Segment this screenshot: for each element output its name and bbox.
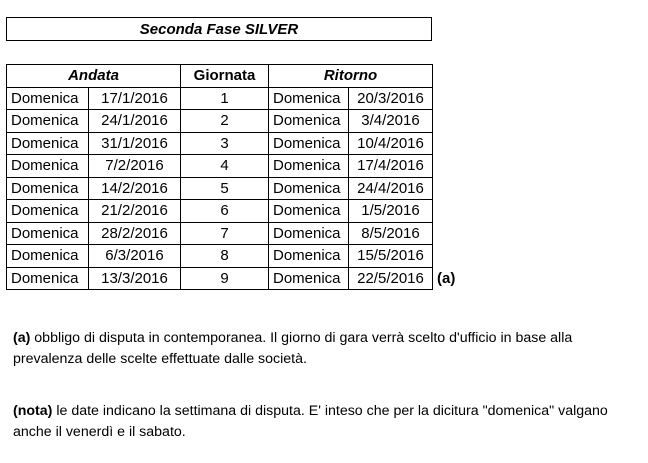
- ritorno-date-cell: 24/4/2016: [349, 177, 433, 200]
- ritorno-date-cell: 1/5/2016: [349, 200, 433, 223]
- andata-date-cell: 31/1/2016: [89, 132, 181, 155]
- andata-date-cell: 7/2/2016: [89, 155, 181, 178]
- row-note-cell: [433, 200, 460, 223]
- giornata-number-cell: 8: [181, 245, 269, 268]
- ritorno-day-cell: Domenica: [269, 155, 349, 178]
- note-a: [13, 328, 633, 370]
- row-note-cell: [433, 177, 460, 200]
- andata-date-cell: 21/2/2016: [89, 200, 181, 223]
- row-note-cell: [433, 245, 460, 268]
- row-note-cell: [433, 110, 460, 133]
- ritorno-date-cell: 8/5/2016: [349, 222, 433, 245]
- note-nota-tag: (nota): [13, 403, 53, 419]
- andata-day-cell: Domenica: [7, 267, 89, 290]
- header-andata: Andata: [7, 65, 181, 88]
- table-row: [7, 132, 460, 155]
- andata-day-cell: Domenica: [7, 155, 89, 178]
- ritorno-date-cell: 17/4/2016: [349, 155, 433, 178]
- header-giornata: Giornata: [181, 65, 269, 88]
- table-row: [7, 222, 460, 245]
- ritorno-day-cell: Domenica: [269, 267, 349, 290]
- ritorno-day-cell: Domenica: [269, 245, 349, 268]
- table-row: [7, 110, 460, 133]
- table-header-row: [7, 65, 460, 88]
- giornata-number-cell: 3: [181, 132, 269, 155]
- ritorno-day-cell: Domenica: [269, 200, 349, 223]
- page-title: Seconda Fase SILVER: [6, 17, 432, 41]
- giornata-number-cell: 9: [181, 267, 269, 290]
- row-note-cell: [433, 155, 460, 178]
- giornata-number-cell: 2: [181, 110, 269, 133]
- giornata-number-cell: 7: [181, 222, 269, 245]
- row-note-cell: (a): [437, 269, 456, 287]
- table-row: [7, 245, 460, 268]
- andata-day-cell: Domenica: [7, 110, 89, 133]
- giornata-number-cell: 1: [181, 87, 269, 110]
- table-row: [7, 87, 460, 110]
- ritorno-day-cell: Domenica: [269, 110, 349, 133]
- row-note-cell: [433, 132, 460, 155]
- schedule-table: [6, 64, 460, 290]
- row-note-cell: [433, 87, 460, 110]
- ritorno-day-cell: Domenica: [269, 177, 349, 200]
- table-row: [7, 267, 460, 290]
- andata-day-cell: Domenica: [7, 177, 89, 200]
- ritorno-day-cell: Domenica: [269, 222, 349, 245]
- note-a-tag: (a): [13, 330, 31, 346]
- ritorno-date-cell: 20/3/2016: [349, 87, 433, 110]
- andata-date-cell: 6/3/2016: [89, 245, 181, 268]
- ritorno-date-cell: 3/4/2016: [349, 110, 433, 133]
- ritorno-date-cell: 10/4/2016: [349, 132, 433, 155]
- andata-date-cell: 28/2/2016: [89, 222, 181, 245]
- andata-day-cell: Domenica: [7, 200, 89, 223]
- ritorno-day-cell: Domenica: [269, 132, 349, 155]
- andata-date-cell: 13/3/2016: [89, 267, 181, 290]
- header-ritorno: Ritorno: [269, 65, 433, 88]
- andata-date-cell: 17/1/2016: [89, 87, 181, 110]
- table-row: [7, 155, 460, 178]
- row-note-cell: [433, 222, 460, 245]
- note-nota-text: le date indicano la settimana di disputa. E' inteso che per la dicitura "domenica" valgano anche il venerdì e il sabato.: [13, 403, 608, 440]
- andata-date-cell: 14/2/2016: [89, 177, 181, 200]
- andata-date-cell: 24/1/2016: [89, 110, 181, 133]
- ritorno-date-cell: 15/5/2016: [349, 245, 433, 268]
- giornata-number-cell: 4: [181, 155, 269, 178]
- table-row: [7, 177, 460, 200]
- giornata-number-cell: 6: [181, 200, 269, 223]
- ritorno-day-cell: Domenica: [269, 87, 349, 110]
- ritorno-date-cell: 22/5/2016: [349, 267, 433, 290]
- note-nota: [13, 401, 633, 443]
- andata-day-cell: Domenica: [7, 222, 89, 245]
- giornata-number-cell: 5: [181, 177, 269, 200]
- table-row: [7, 200, 460, 223]
- andata-day-cell: Domenica: [7, 87, 89, 110]
- note-a-text: obbligo di disputa in contemporanea. Il giorno di gara verrà scelto d'ufficio in base alla prevalenza delle scelte effettuate dalle società.: [13, 330, 573, 367]
- andata-day-cell: Domenica: [7, 132, 89, 155]
- andata-day-cell: Domenica: [7, 245, 89, 268]
